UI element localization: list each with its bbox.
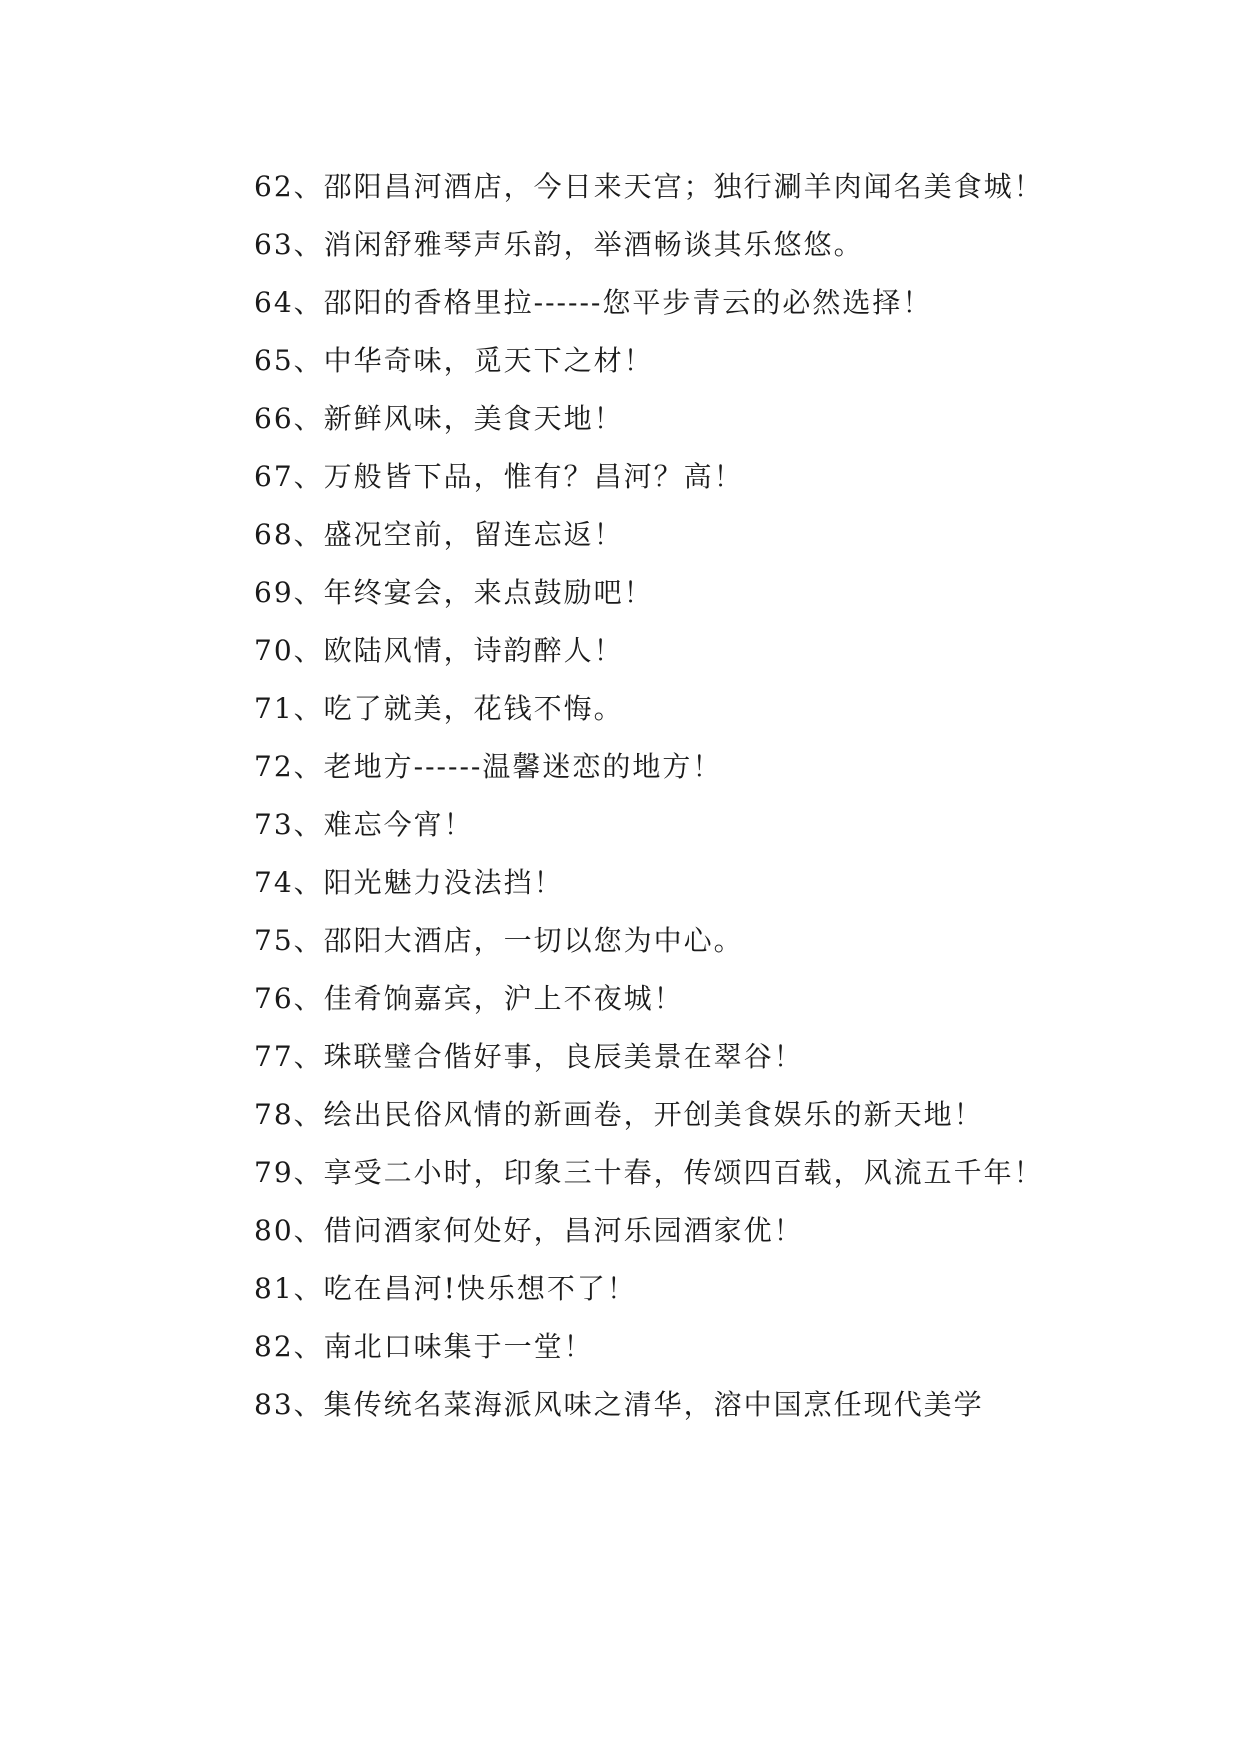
list-item: 71、吃了就美，花钱不悔。 bbox=[254, 692, 624, 725]
list-item: 67、万般皆下品，惟有？昌河？高！ bbox=[254, 460, 744, 493]
list-item: 79、享受二小时，印象三十春，传颂四百载，风流五千年！ bbox=[254, 1156, 1044, 1189]
list-item: 72、老地方------温馨迷恋的地方！ bbox=[254, 750, 723, 783]
list-item: 77、珠联璧合偕好事，良辰美景在翠谷！ bbox=[254, 1040, 804, 1073]
list-item: 76、佳肴饷嘉宾，沪上不夜城！ bbox=[254, 982, 684, 1015]
list-item: 82、南北口味集于一堂！ bbox=[254, 1330, 594, 1363]
list-item: 63、消闲舒雅琴声乐韵，举酒畅谈其乐悠悠。 bbox=[254, 228, 864, 261]
list-item: 68、盛况空前，留连忘返！ bbox=[254, 518, 624, 551]
list-item: 69、年终宴会，来点鼓励吧！ bbox=[254, 576, 654, 609]
list-item: 73、难忘今宵！ bbox=[254, 808, 474, 841]
list-item: 64、邵阳的香格里拉------您平步青云的必然选择！ bbox=[254, 286, 933, 319]
list-item: 66、新鲜风味，美食天地！ bbox=[254, 402, 624, 435]
list-item: 70、欧陆风情，诗韵醉人！ bbox=[254, 634, 624, 667]
slogan-list bbox=[190, 158, 1050, 1434]
list-item: 78、绘出民俗风情的新画卷，开创美食娱乐的新天地！ bbox=[254, 1098, 984, 1131]
list-item: 62、邵阳昌河酒店，今日来天宫；独行涮羊肉闻名美食城！ bbox=[254, 170, 1044, 203]
list-item: 81、吃在昌河!快乐想不了！ bbox=[254, 1272, 637, 1305]
list-item: 75、邵阳大酒店，一切以您为中心。 bbox=[254, 924, 744, 957]
list-item: 74、阳光魅力没法挡！ bbox=[254, 866, 564, 899]
list-item: 80、借问酒家何处好，昌河乐园酒家优！ bbox=[254, 1214, 804, 1247]
list-item: 83、集传统名菜海派风味之清华，溶中国烹任现代美学 bbox=[254, 1388, 984, 1421]
list-item: 65、中华奇味，觅天下之材！ bbox=[254, 344, 654, 377]
